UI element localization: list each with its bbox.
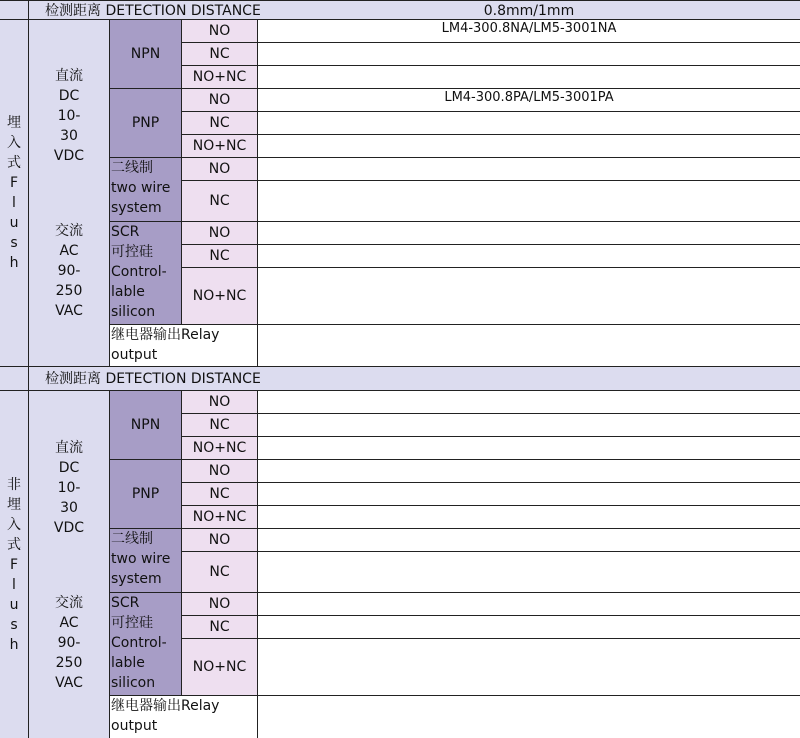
relay-label: 继电器输出Relay output [110, 325, 258, 367]
header-corner [0, 1, 29, 20]
model-cell [258, 437, 800, 460]
pnp-label: PNP [110, 460, 182, 529]
pnp-label: PNP [110, 89, 182, 158]
output-no: NO [182, 391, 258, 414]
model-cell [258, 552, 800, 593]
output-no: NO [182, 222, 258, 245]
model-cell [258, 506, 800, 529]
relay-label: 继电器输出Relay output [110, 696, 258, 738]
flush-section-label [0, 20, 29, 367]
flush-char: u [9, 215, 19, 231]
model-cell [258, 414, 800, 437]
nonflush-char: s [10, 616, 18, 633]
model-cell [258, 639, 800, 696]
nonflush-char: 非 [7, 476, 21, 493]
detection-header-row [0, 367, 800, 391]
nonflush-char: 入 [7, 516, 21, 533]
model-cell [258, 325, 800, 367]
model-cell [258, 696, 800, 738]
flush-char: 式 [7, 155, 21, 171]
flush-char: 埋 [7, 115, 21, 131]
model-cell [258, 222, 800, 245]
output-no: NO [182, 89, 258, 112]
dc-label: 直流 DC 10- 30 VDC [53, 440, 85, 536]
ac-label: 交流 AC 90- 250 VAC [55, 223, 83, 319]
output-no: NO [182, 529, 258, 552]
output-nc: NC [182, 245, 258, 268]
detection-header-label: 检测距离 DETECTION DISTANCE [45, 371, 261, 387]
model-cell [258, 181, 800, 222]
output-no-nc: NO+NC [182, 639, 258, 696]
model-cell [258, 483, 800, 506]
model-cell [258, 158, 800, 181]
model-cell [258, 529, 800, 552]
model-cell [258, 391, 800, 414]
model-cell [258, 20, 800, 43]
output-no-nc: NO+NC [182, 437, 258, 460]
model-cell [258, 43, 800, 66]
two-wire-label: 二线制 two wire system [110, 529, 182, 593]
scr-label: SCR 可控硅 Control- lable silicon [110, 593, 182, 696]
flush-char: s [10, 235, 18, 251]
nonflush-char: l [12, 576, 16, 593]
model-cell [258, 112, 800, 135]
detection-header-label: 检测距离 DETECTION DISTANCE [45, 3, 261, 19]
scr-label: SCR 可控硅 Control- lable silicon [110, 222, 182, 325]
output-no-nc: NO+NC [182, 66, 258, 89]
detection-value: 0.8mm/1mm [483, 3, 575, 19]
nonflush-char: h [9, 636, 19, 653]
output-no-nc: NO+NC [182, 506, 258, 529]
model-cell [258, 245, 800, 268]
nonflush-char: 式 [7, 536, 21, 553]
nonflush-power-column [29, 391, 110, 738]
model-cell [258, 593, 800, 616]
flush-char: h [9, 255, 19, 271]
output-no-nc: NO+NC [182, 268, 258, 325]
output-no: NO [182, 20, 258, 43]
npn-label: NPN [110, 20, 182, 89]
flush-npn-model: LM4-300.8NA/LM5-3001NA [441, 21, 617, 36]
flush-char: F [9, 175, 19, 191]
model-cell [258, 66, 800, 89]
two-wire-label: 二线制 two wire system [110, 158, 182, 222]
output-nc: NC [182, 112, 258, 135]
output-nc: NC [182, 43, 258, 66]
flush-pnp-model: LM4-300.8PA/LM5-3001PA [444, 90, 614, 105]
output-nc: NC [182, 616, 258, 639]
nonflush-char: u [9, 596, 19, 613]
output-nc: NC [182, 483, 258, 506]
dc-label: 直流 DC 10- 30 VDC [53, 68, 85, 164]
flush-char: l [12, 195, 16, 211]
flush-char: 入 [7, 135, 21, 151]
model-cell [258, 135, 800, 158]
output-nc: NC [182, 552, 258, 593]
output-nc: NC [182, 181, 258, 222]
output-no: NO [182, 593, 258, 616]
model-cell [258, 460, 800, 483]
nonflush-char: F [9, 556, 19, 573]
nonflush-char: 埋 [7, 496, 21, 513]
model-cell [258, 268, 800, 325]
detection-header-row [0, 0, 800, 20]
model-cell [258, 89, 800, 112]
output-no-nc: NO+NC [182, 135, 258, 158]
ac-label: 交流 AC 90- 250 VAC [55, 595, 83, 691]
output-no: NO [182, 460, 258, 483]
nonflush-section-label [0, 391, 29, 738]
output-nc: NC [182, 414, 258, 437]
model-cell [258, 616, 800, 639]
output-no: NO [182, 158, 258, 181]
flush-power-column [29, 20, 110, 367]
npn-label: NPN [110, 391, 182, 460]
header-corner [0, 367, 29, 390]
